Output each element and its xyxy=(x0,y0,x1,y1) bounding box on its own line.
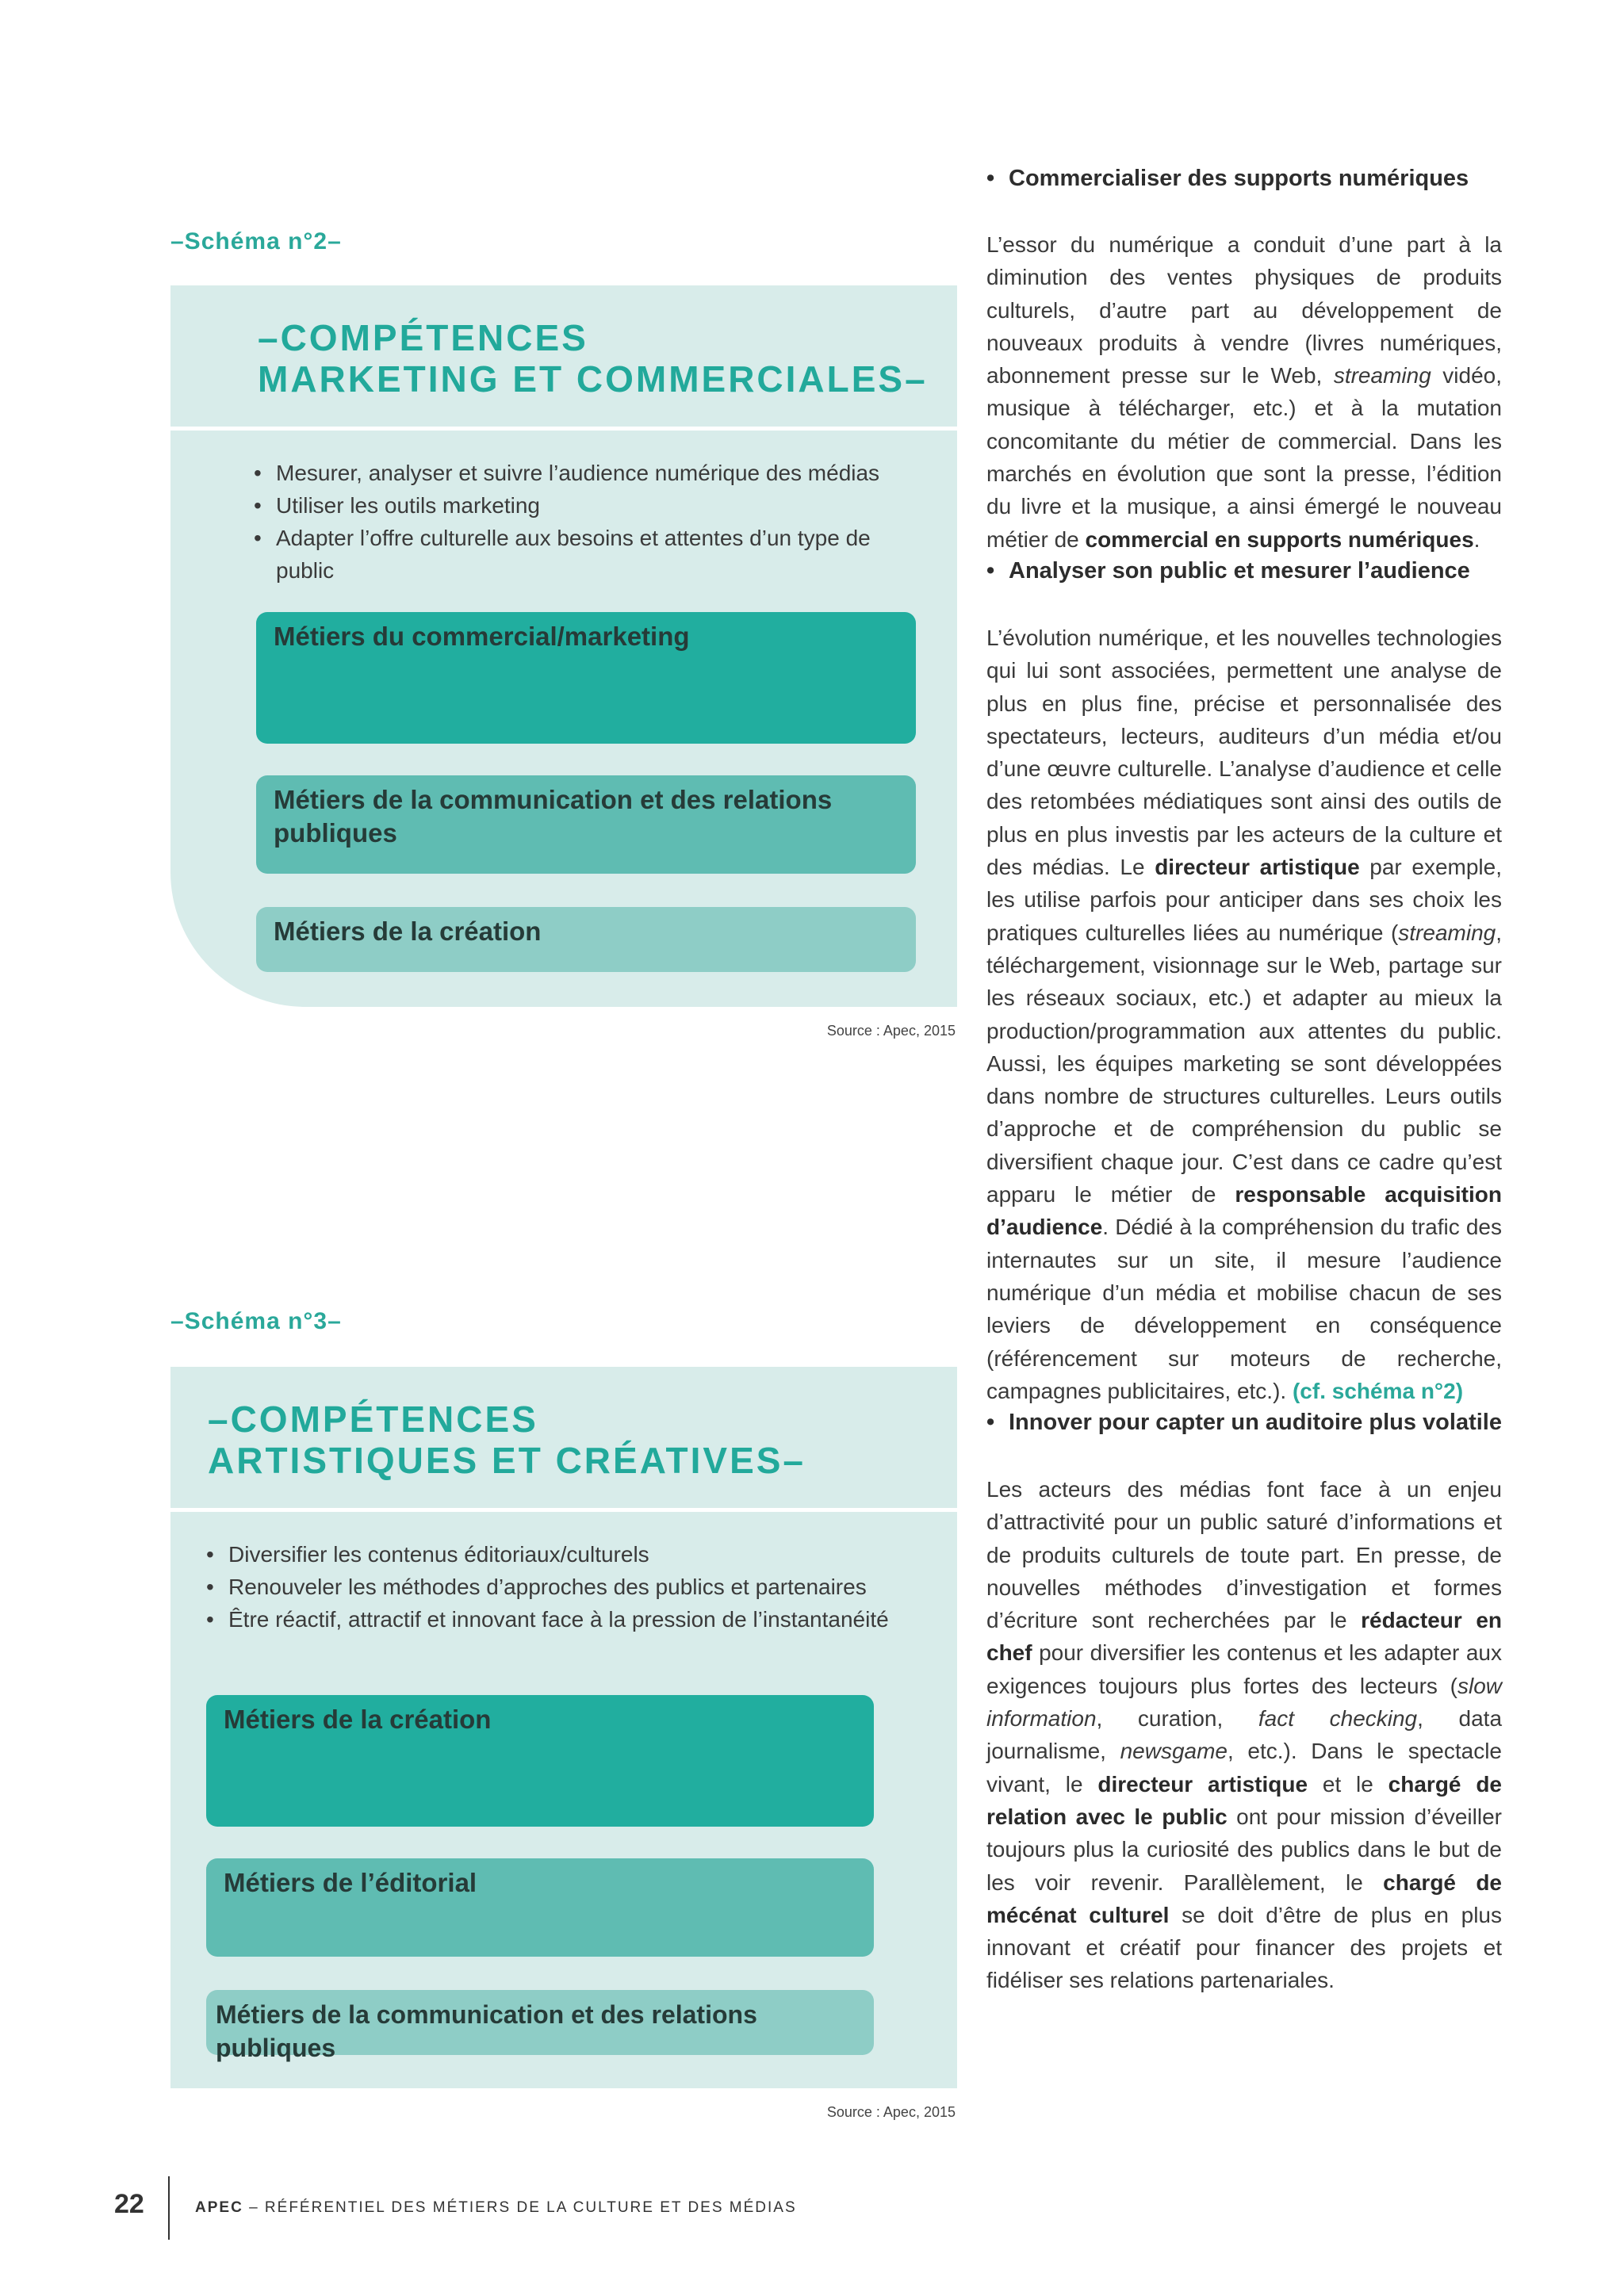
bullet-item: • Utiliser les outils marketing xyxy=(254,489,880,522)
job-box-communication: Métiers de la communication et des relations publiques xyxy=(206,1990,874,2055)
schema2-divider xyxy=(170,427,957,430)
schema3-source: Source : Apec, 2015 xyxy=(826,2104,956,2120)
job-box-creation: Métiers de la création xyxy=(256,907,916,972)
schema2-panel xyxy=(170,285,957,1007)
job-box-commercial-marketing: Métiers du commercial/marketing xyxy=(256,612,916,744)
schema2-bullets xyxy=(254,457,880,587)
schema3-bullets xyxy=(206,1538,904,1636)
footer-divider xyxy=(168,2176,170,2240)
paragraph-commercialiser: L’essor du numérique a conduit d’une part à la diminution des ventes physiques de produits culturels, d’autre part au développement de nouveaux produits à vendre (livres numériques, abonnement presse sur le Web, streaming vidéo, musique à télécharger, etc.) et à la mutation concomitante du métier de commercial. Dans les marchés en évolution que sont la presse, l’édition du livre et la musique, a ainsi émergé le nouveau métier de commercial en supports numériques. xyxy=(986,232,1502,552)
schema3-title: –COMPÉTENCES ARTISTIQUES ET CRÉATIVES– xyxy=(208,1399,806,1481)
bullet-item: • Diversifier les contenus éditoriaux/culturels xyxy=(206,1538,904,1571)
subheading-innover: • Innover pour capter un auditoire plus volatile xyxy=(986,1410,1502,1435)
schema3-panel xyxy=(170,1367,957,2088)
job-box-communication: Métiers de la communication et des relations publiques xyxy=(256,775,916,874)
schema2-label: –Schéma n°2– xyxy=(170,228,342,254)
bullet-item: • Renouveler les méthodes d’approches des publics et partenaires xyxy=(206,1571,904,1603)
footer-title: APEC – RÉFÉRENTIEL DES MÉTIERS DE LA CULTURE ET DES MÉDIAS xyxy=(195,2199,797,2216)
subheading-commercialiser: • Commercialiser des supports numériques xyxy=(986,166,1469,191)
bullet-item: • Être réactif, attractif et innovant face à la pression de l’instantanéité xyxy=(206,1603,904,1636)
job-box-creation: Métiers de la création xyxy=(206,1695,874,1827)
job-box-editorial: Métiers de l’éditorial xyxy=(206,1858,874,1957)
paragraph-analyser: L’évolution numérique, et les nouvelles technologies qui lui sont associées, permettent une analyse de plus en plus fine, précise et personnalisée des spectateurs, lecteurs, auditeurs d’un média et/ou d’une œuvre culturelle. L’analyse d’audience et celle des retombées médiatiques sont ainsi des outils de plus en plus investis par les acteurs de la culture et des médias. Le directeur artistique par exemple, les utilise parfois pour anticiper dans ses choix les pratiques culturelles liées au numérique (streaming, téléchargement, visionnage sur le Web, partage sur les réseaux sociaux, etc.) et adapter au mieux la production/programmation aux attentes du public. Aussi, les équipes marketing se sont développées dans nombre de structures culturelles. Leurs outils d’approche et de compréhension du public se diversifient chaque jour. C’est dans ce cadre qu’est apparu le métier de responsable acquisition d’audience. Dédié à la compréhension du trafic des internautes sur un site, il mesure l’audience numérique d’un média et mobilise chacun de ses leviers de développement en conséquence (référencement sur moteurs de recherche, campagnes publicitaires, etc.). (cf. schéma n°2) xyxy=(986,626,1502,1403)
bullet-item: • Adapter l’offre culturelle aux besoins et attentes d’un type de public xyxy=(254,522,880,587)
subheading-analyser: • Analyser son public et mesurer l’audience xyxy=(986,558,1470,584)
page-number: 22 xyxy=(114,2189,144,2219)
schema2-reference-link: (cf. schéma n°2) xyxy=(1292,1378,1464,1403)
schema2-title: –COMPÉTENCES MARKETING ET COMMERCIALES– xyxy=(258,317,928,400)
schema2-source: Source : Apec, 2015 xyxy=(826,1023,956,1039)
bullet-item: • Mesurer, analyser et suivre l’audience numérique des médias xyxy=(254,457,880,489)
schema3-label: –Schéma n°3– xyxy=(170,1308,342,1334)
schema3-divider xyxy=(170,1508,957,1512)
paragraph-innover: Les acteurs des médias font face à un enjeu d’attractivité pour un public saturé d’informations et de produits culturels de toute part. En presse, de nouvelles méthodes d’investigation et formes d’écriture sont recherchées par le rédacteur en chef pour diversifier les contenus et les adapter aux exigences toujours plus fortes des lecteurs (slow information, curation, fact checking, data journalisme, newsgame, etc.). Dans le spectacle vivant, le directeur artistique et le chargé de relation avec le public ont pour mission d’éveiller toujours plus la curiosité des publics dans le but de les voir revenir. Parallèlement, le chargé de mécénat culturel se doit d’être de plus en plus innovant et créatif pour financer des projets et fidéliser ses relations partenariales. xyxy=(986,1477,1503,1993)
